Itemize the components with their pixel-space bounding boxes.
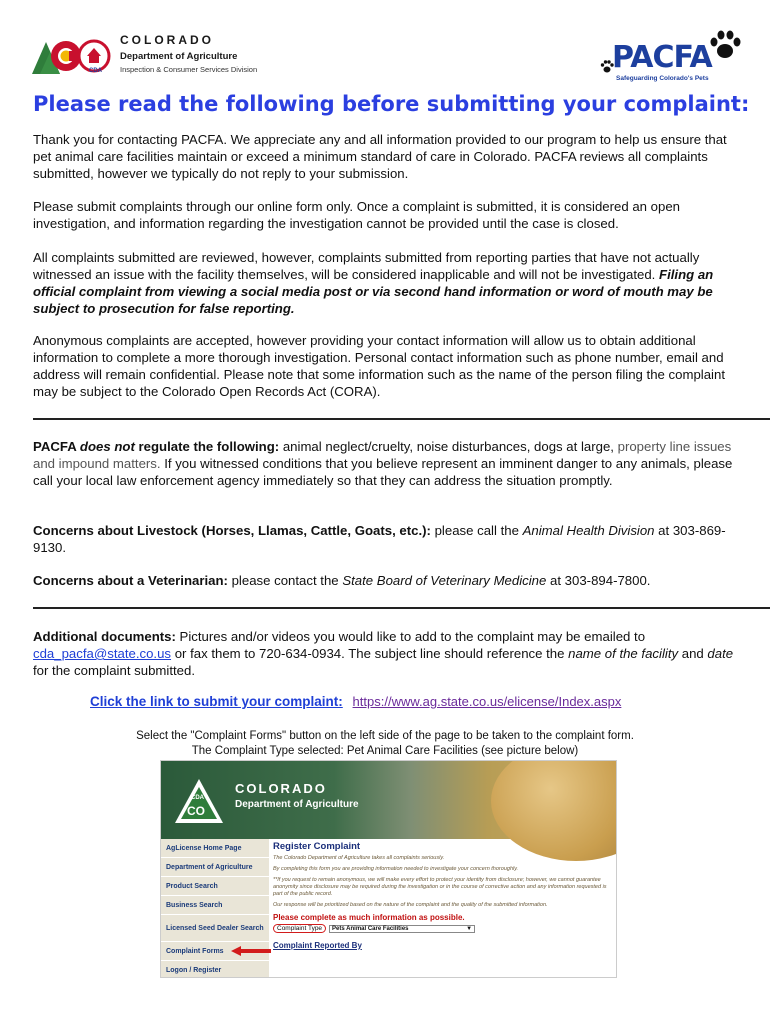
pacfa-tagline: Safeguarding Colorado's Pets: [616, 75, 709, 82]
screenshot-please-complete: Please complete as much information as possible.: [273, 913, 465, 922]
colorado-ag-wordmark: [120, 33, 257, 74]
screenshot-line: The Colorado Department of Agriculture takes all complaints seriously.: [273, 855, 445, 861]
additional-text: and: [678, 646, 708, 661]
not-regulate-list: animal neglect/cruelty, noise disturbances, dogs at large,: [279, 439, 618, 454]
additional-documents-paragraph: [33, 628, 745, 679]
screenshot-banner: [161, 761, 616, 839]
not-regulate-lead-end: regulate the following:: [134, 439, 280, 454]
cda-logo-icon: [171, 773, 227, 827]
nav-item: Product Search: [161, 877, 269, 896]
nav-item: Department of Agriculture: [161, 858, 269, 877]
divider: [33, 418, 770, 420]
submit-instructions: [0, 729, 770, 759]
logo-badge: CDA: [89, 68, 102, 74]
complaint-type-value: Pets Animal Care Facilities: [332, 925, 409, 932]
nav-item-label: Complaint Forms: [166, 947, 224, 955]
facility-name-ref: name of the facility: [568, 646, 679, 661]
complaint-type-row: [273, 924, 613, 933]
intro-paragraph-4: Anonymous complaints are accepted, however providing your contact information will allow us to obtain additional information to complete a more thorough investigation. Personal contact information such as phone number, email and address will remain confidential. Please note that some information such as the name of the person filing the complaint may be subject to the Colorado Open Records Act (CORA).: [33, 333, 725, 399]
livestock-paragraph: [33, 522, 745, 556]
instruction-line-1: Select the "Complaint Forms" button on the left side of the page to be taken to the complaint form.: [136, 730, 634, 742]
nav-item: AgLicense Home Page: [161, 839, 269, 858]
false-reporting-warning: Filing an official complaint from viewing a social media post or via second hand information or word of mouth may be subject to prosecution for false reporting.: [33, 267, 714, 316]
livestock-lead: Concerns about Livestock (Horses, Llamas, Cattle, Goats, etc.):: [33, 523, 431, 538]
pacfa-wordmark: PACFA: [612, 40, 712, 75]
nav-item: Business Search: [161, 896, 269, 915]
not-regulate-list-gray: property line issues and impound matters.: [33, 439, 732, 471]
instruction-line-2: The Complaint Type selected: Pet Animal Care Facilities (see picture below): [191, 745, 579, 757]
paw-print-icon: [708, 30, 742, 60]
pacfa-logo: [600, 30, 740, 86]
not-regulate-paragraph: [33, 438, 745, 489]
screenshot-line: **If you request to remain anonymous, we will make every effort to protect your identity from disclosure; however, we cannot guarantee anonymity since disclosure may be required during the investigation or in the course of corrective action and any information requested is part of the public record.: [273, 877, 607, 897]
screenshot-logo-letters: CO: [187, 804, 205, 818]
email-link[interactable]: cda_pacfa@state.co.us: [33, 646, 172, 661]
screenshot-dept: Department of Agriculture: [235, 799, 359, 810]
department-name: Department of Agriculture: [120, 51, 238, 62]
screenshot-sidebar: [161, 839, 269, 977]
reporting-parties-text: All complaints submitted are reviewed, however, complaints submitted from reporting parties that have not actually witnessed an issue with the facility themselves, will be considered inapplicable and will not be investigated.: [33, 250, 700, 282]
vet-phone: at 303-894-7800.: [546, 573, 651, 588]
livestock-text: please call the: [430, 523, 523, 538]
colorado-name: COLORADO: [120, 33, 214, 47]
nav-item: Licensed Seed Dealer Search: [161, 915, 269, 942]
additional-text: for the complaint submitted.: [33, 663, 195, 678]
intro-paragraph-2: Please submit complaints through our online form only. Once a complaint is submitted, it is considered an open investigation, and information regarding the investigation cannot be provided until the case is closed.: [33, 199, 681, 231]
not-regulate-lead: PACFA: [33, 439, 80, 454]
vet-board: State Board of Veterinary Medicine: [342, 573, 547, 588]
division-name: Inspection & Consumer Services Division: [120, 65, 258, 74]
livestock-phone: at 303-869-9130.: [33, 523, 726, 555]
register-complaint-heading: Register Complaint: [273, 841, 361, 852]
complaint-type-select: [329, 925, 475, 933]
additional-text: Pictures and/or videos you would like to add to the complaint may be emailed to: [175, 629, 646, 644]
complaint-reported-by: Complaint Reported By: [273, 941, 362, 950]
complaint-type-label: Complaint Type: [273, 924, 326, 933]
not-regulate-rest: If you witnessed conditions that you believe represent an imminent danger to any animals, please call your local law enforcement agency immediately so that they can address the situation promptly.: [33, 456, 733, 488]
vet-text: please contact the: [227, 573, 343, 588]
dropdown-arrow-icon: ▼: [466, 925, 473, 932]
page-title: Please read the following before submitting your complaint:: [33, 92, 750, 116]
screenshot-logo-badge: CDA: [191, 795, 204, 801]
submit-line: [90, 694, 621, 709]
divider: [33, 607, 770, 609]
screenshot-main: [273, 839, 613, 977]
intro-paragraph-1: Thank you for contacting PACFA. We appreciate any and all information provided to our program to help us ensure that pet animal care facilities maintain or exceed a minimum standard of care in Colorado. PACFA reviews all complaints submitted, however we typically do not reply to your submission.: [33, 132, 727, 181]
date-ref: date: [707, 646, 734, 661]
not-regulate-emphasis: does not: [79, 439, 135, 454]
submit-label: Click the link to submit your complaint:: [90, 694, 343, 709]
screenshot-colorado: COLORADO: [235, 781, 327, 796]
additional-lead: Additional documents:: [33, 629, 176, 644]
additional-text: or fax them to 720-634-0934. The subject line should reference the: [171, 646, 569, 661]
intro-paragraph-3: [33, 249, 745, 317]
screenshot-line: Our response will be prioritized based on the nature of the complaint and the quality of the submitted information.: [273, 902, 548, 908]
elicense-link[interactable]: https://www.ag.state.co.us/elicense/Index.aspx: [352, 694, 622, 709]
nav-item: Logon / Register: [161, 961, 269, 978]
screenshot-line: By completing this form you are providing information needed to investigate your concern thoroughly.: [273, 866, 519, 872]
red-arrow-icon: [231, 946, 271, 956]
colorado-ag-logo: [32, 34, 114, 78]
vet-paragraph: [33, 572, 745, 589]
vet-lead: Concerns about a Veterinarian:: [33, 573, 228, 588]
complaint-form-screenshot: [160, 760, 617, 978]
nav-item-complaint-forms: [161, 942, 269, 961]
animal-health-division: Animal Health Division: [522, 523, 655, 538]
